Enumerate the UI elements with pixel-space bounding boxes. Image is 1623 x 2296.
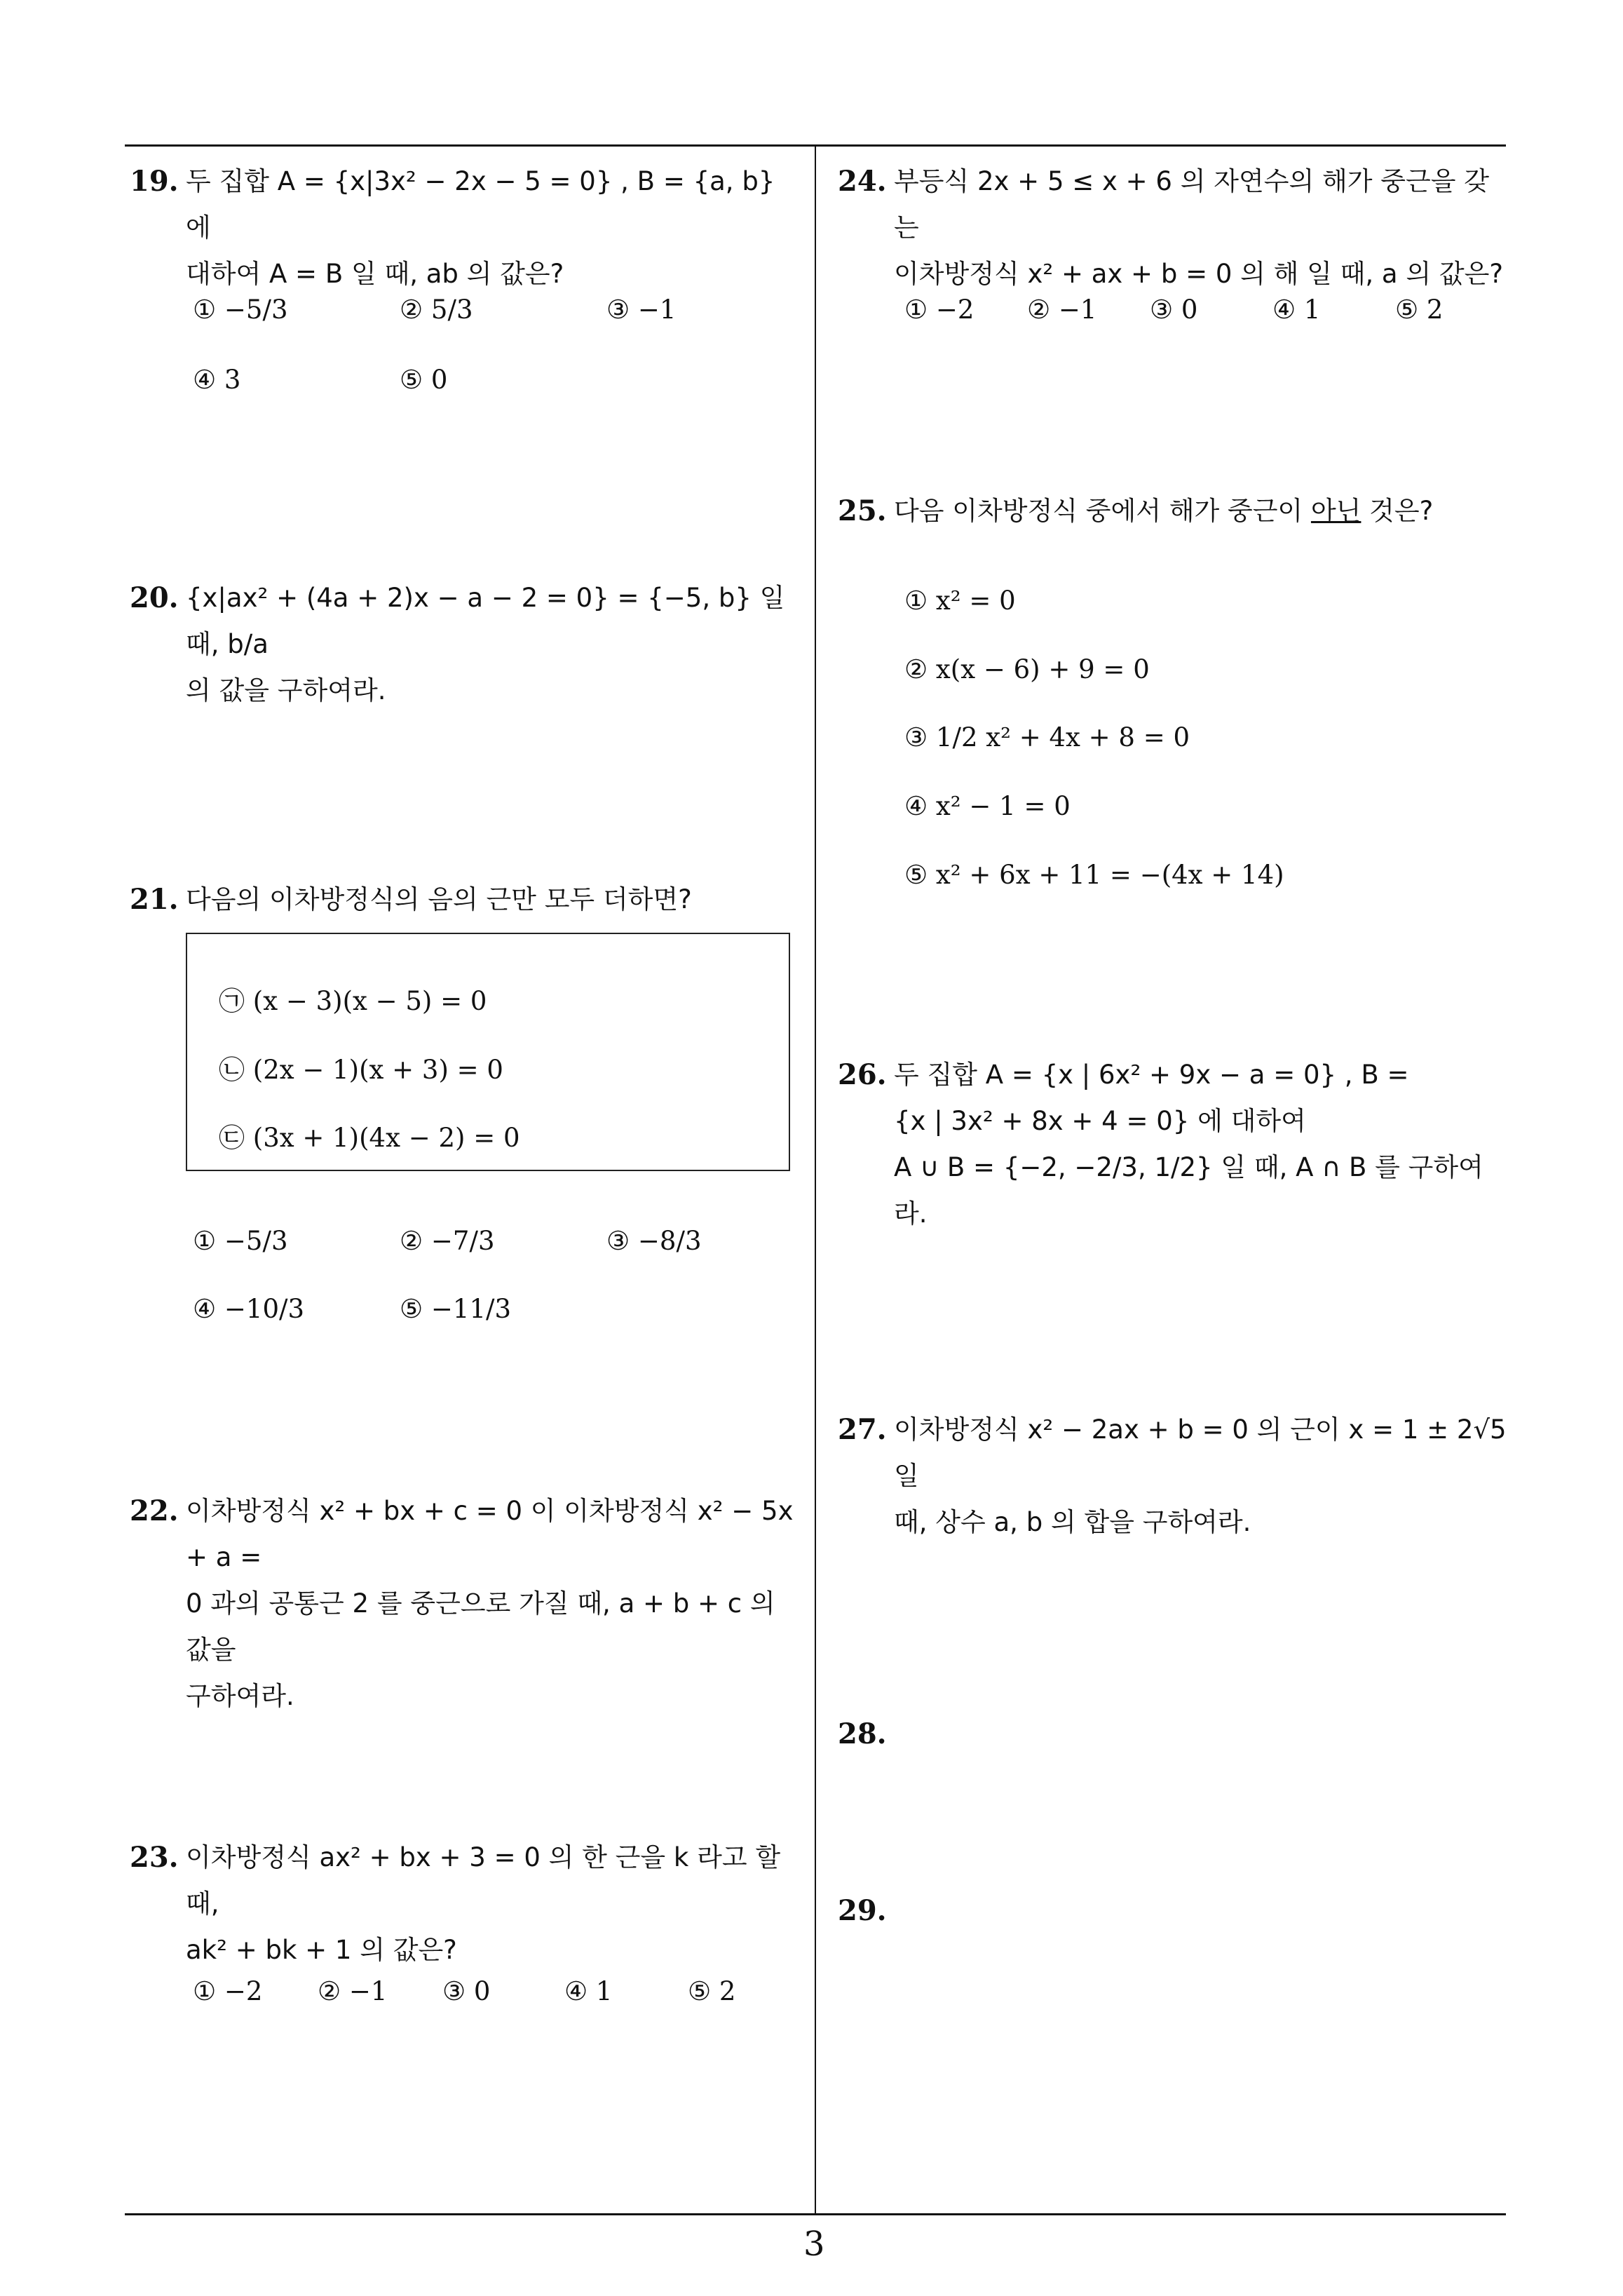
- condition-item: ㉢ (3x + 1)(4x − 2) = 0: [219, 1123, 520, 1153]
- question-number: 19.: [130, 165, 179, 198]
- option-3[interactable]: ③ −1: [606, 295, 677, 325]
- question-27: [838, 1407, 1511, 1546]
- question-text: 것은?: [1361, 496, 1434, 526]
- option-4[interactable]: ④ x² − 1 = 0: [904, 791, 1071, 821]
- question-number: 27.: [838, 1413, 887, 1446]
- column-divider: [815, 144, 816, 2213]
- question-number: 20.: [130, 581, 179, 614]
- question-text-line: 두 집합 A = {x|3x² − 2x − 5 = 0} , B = {a, b} 에: [186, 166, 775, 243]
- option-4[interactable]: ④ 1: [1272, 295, 1321, 325]
- option-5[interactable]: ⑤ −11/3: [400, 1294, 512, 1324]
- option-1[interactable]: ① −2: [904, 295, 975, 325]
- option-2[interactable]: ② 5/3: [400, 295, 473, 325]
- option-4[interactable]: ④ 1: [564, 1976, 613, 2006]
- question-text-line: 구하여라.: [186, 1681, 294, 1711]
- question-number: 24.: [838, 165, 887, 198]
- option-3[interactable]: ③ 0: [1150, 295, 1198, 325]
- right-column: [838, 0, 1511, 2296]
- question-text-line: 이차방정식 ax² + bx + 3 = 0 의 한 근을 k 라고 할 때,: [186, 1842, 781, 1919]
- question-23: [130, 1835, 803, 1973]
- question-21: [130, 877, 803, 923]
- question-text-line: 의 값을 구하여라.: [186, 675, 386, 705]
- option-3[interactable]: ③ 0: [442, 1976, 491, 2006]
- question-number: 29.: [838, 1894, 887, 1927]
- underlined-word: 아닌: [1310, 496, 1361, 526]
- option-5[interactable]: ⑤ 0: [400, 365, 448, 395]
- question-number: 28.: [838, 1717, 887, 1750]
- question-text-line: 두 집합 A = {x | 6x² + 9x − a = 0} , B =: [894, 1060, 1409, 1090]
- question-19: [130, 158, 803, 297]
- question-22: [130, 1488, 803, 1720]
- question-text-line: ak² + bk + 1 의 값은?: [186, 1935, 457, 1965]
- question-20: [130, 575, 803, 714]
- question-26: [838, 1052, 1511, 1237]
- question-number: 26.: [838, 1058, 887, 1091]
- question-text: 다음 이차방정식 중에서 해가 중근이: [894, 496, 1311, 526]
- question-text-line: [894, 488, 1511, 534]
- condition-item: ㉠ (x − 3)(x − 5) = 0: [219, 986, 487, 1016]
- option-5[interactable]: ⑤ x² + 6x + 11 = −(4x + 14): [904, 860, 1284, 890]
- page-number: 3: [803, 2224, 825, 2264]
- question-text-line: 이차방정식 x² + ax + b = 0 의 해 일 때, a 의 값은?: [894, 259, 1503, 289]
- option-5[interactable]: ⑤ 2: [1395, 295, 1444, 325]
- option-1[interactable]: ① −5/3: [193, 1226, 288, 1256]
- option-2[interactable]: ② −7/3: [400, 1226, 495, 1256]
- question-text-line: 0 과의 공통근 2 를 중근으로 가질 때, a + b + c 의 값을: [186, 1588, 775, 1665]
- question-text-line: 때, 상수 a, b 의 합을 구하여라.: [894, 1507, 1251, 1537]
- question-number: 22.: [130, 1494, 179, 1527]
- condition-box: [186, 933, 790, 1171]
- question-number: 25.: [838, 494, 887, 527]
- option-1[interactable]: ① −2: [193, 1976, 263, 2006]
- question-25: [838, 488, 1511, 534]
- option-2[interactable]: ② −1: [1027, 295, 1097, 325]
- option-4[interactable]: ④ 3: [193, 365, 241, 395]
- condition-item: ㉡ (2x − 1)(x + 3) = 0: [219, 1055, 503, 1085]
- question-text-line: 다음의 이차방정식의 음의 근만 모두 더하면?: [186, 884, 692, 914]
- question-text-line: 이차방정식 x² − 2ax + b = 0 의 근이 x = 1 ± 2√5 일: [894, 1414, 1507, 1491]
- question-text-line: {x | 3x² + 8x + 4 = 0} 에 대하여: [894, 1106, 1306, 1136]
- option-1[interactable]: ① x² = 0: [904, 586, 1016, 616]
- option-2[interactable]: ② −1: [318, 1976, 388, 2006]
- option-5[interactable]: ⑤ 2: [688, 1976, 736, 2006]
- question-text-line: A ∪ B = {−2, −2/3, 1/2} 일 때, A ∩ B 를 구하여라.: [894, 1152, 1483, 1229]
- option-1[interactable]: ① −5/3: [193, 295, 288, 325]
- option-3[interactable]: ③ 1/2 x² + 4x + 8 = 0: [904, 722, 1190, 752]
- question-text-line: 이차방정식 x² + bx + c = 0 이 이차방정식 x² − 5x + a =: [186, 1496, 794, 1572]
- question-24: [838, 158, 1511, 297]
- option-4[interactable]: ④ −10/3: [193, 1294, 305, 1324]
- left-column: [130, 0, 803, 2296]
- question-text-line: {x|ax² + (4a + 2)x − a − 2 = 0} = {−5, b} 일 때, b/a: [186, 583, 785, 659]
- option-2[interactable]: ② x(x − 6) + 9 = 0: [904, 654, 1150, 684]
- option-3[interactable]: ③ −8/3: [606, 1226, 702, 1256]
- question-text-line: 대하여 A = B 일 때, ab 의 값은?: [186, 259, 564, 289]
- question-number: 23.: [130, 1841, 179, 1874]
- question-text-line: 부등식 2x + 5 ≤ x + 6 의 자연수의 해가 중근을 갖는: [894, 166, 1489, 243]
- question-number: 21.: [130, 883, 179, 916]
